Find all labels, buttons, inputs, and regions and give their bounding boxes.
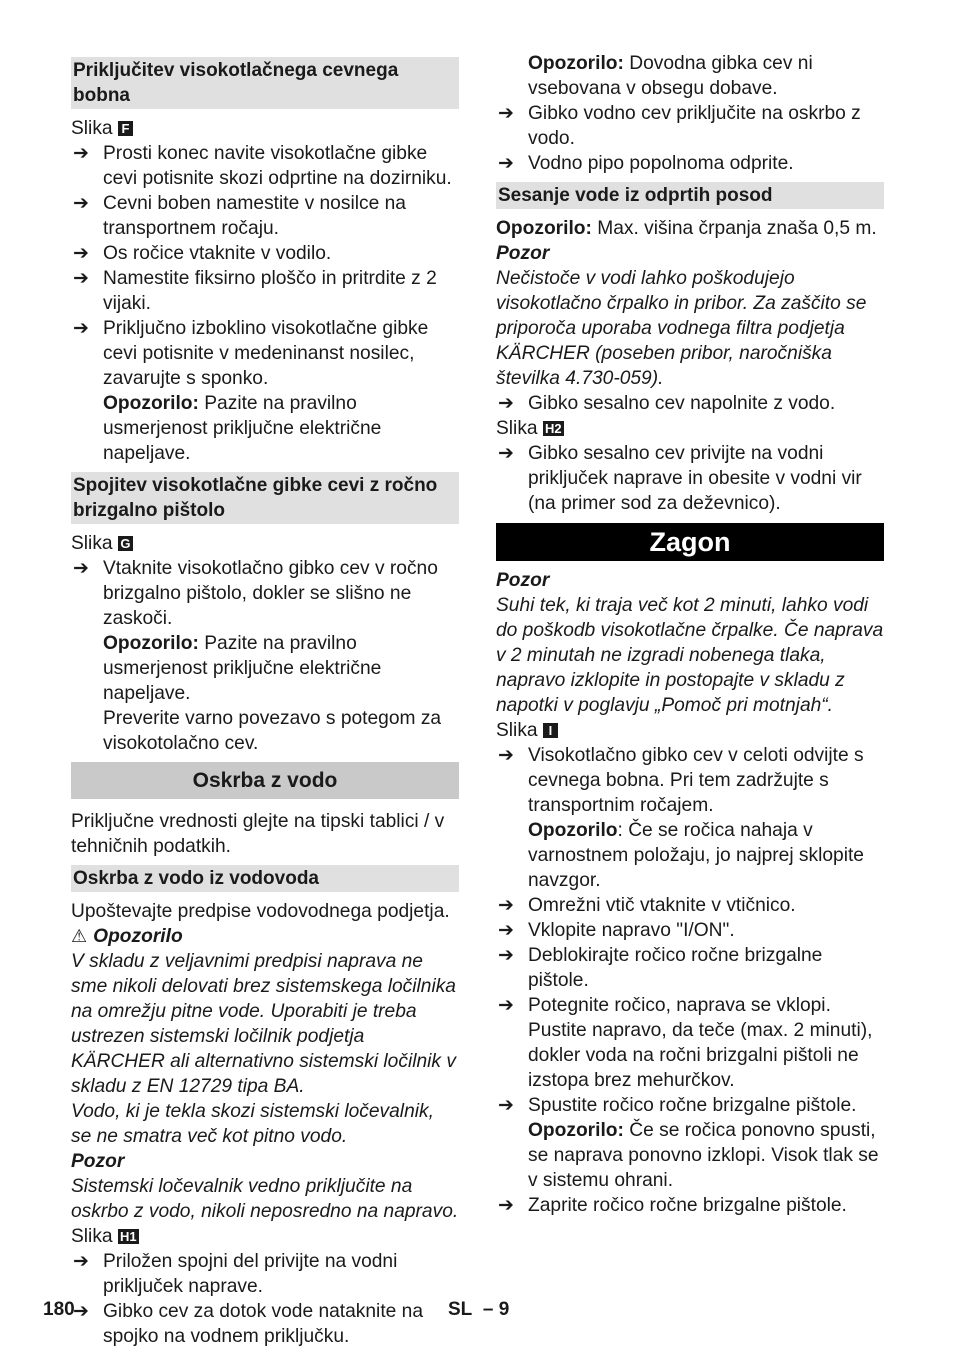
list-item: ➔ Priključno izboklino visokotlačne gibke cevi potisnite v medeninanst nosilec, zavarujte s sponko.	[73, 318, 429, 389]
note-extra: Preverite varno povezavo s potegom za visokotolačno cev.	[103, 708, 442, 754]
section-heading-suction: Sesanje vode iz odprtih posod	[496, 182, 884, 209]
instruction-list	[496, 743, 884, 1218]
arrow-icon: ➔	[73, 268, 89, 289]
list-item: ➔ Gibko sesalno cev napolnite z vodo.	[498, 393, 836, 414]
figure-ref: Slika H2	[496, 418, 562, 439]
paragraph: Upoštevajte predpise vodovodnega podjetja.	[71, 901, 450, 922]
caution-heading: Pozor	[71, 1151, 125, 1172]
arrow-icon: ➔	[498, 103, 514, 124]
list-item: ➔ Omrežni vtič vtaknite v vtičnico.	[498, 895, 796, 916]
list-item: ➔ Vtaknite visokotlačno gibko cev v ročno brizgalno pištolo, dokler se slišno ne zaskoči.	[73, 558, 438, 629]
section-heading-hose-reel: Priključitev visokotlačnega cevnega bobna	[71, 57, 459, 109]
instruction-list	[496, 391, 884, 416]
warning-icon: ⚠	[71, 926, 88, 946]
figure-ref: Slika G	[71, 531, 459, 556]
arrow-icon: ➔	[498, 895, 514, 916]
list-item: ➔ Namestite fiksirno ploščo in pritrdite z 2 vijaki.	[73, 268, 437, 314]
instruction-list	[496, 101, 884, 176]
caution-heading: Pozor	[496, 570, 550, 591]
instruction-list	[496, 441, 884, 516]
list-item: ➔ Cevni boben namestite v nosilce na transportnem ročaju.	[73, 193, 406, 239]
figure-label: F	[118, 121, 133, 136]
list-item: ➔ Gibko sesalno cev privijte na vodni priključek naprave in obesite v vodni vir (na primer sod za deževnico).	[498, 443, 862, 514]
caution-heading: Pozor	[496, 243, 550, 264]
warning-heading: ⚠ Opozorilo	[71, 926, 183, 947]
caution-text: Suhi tek, ki traja več kot 2 minuti, lahko vodi do poškodb visokotlačne črpalke. Če naprava v 2 minutah ne izgradi nobenega tlaka, napravo izklopite in postopajte v skladu z napotki v poglavju „Pomoč pri motnjah“.	[496, 595, 884, 716]
note: Opozorilo: Dovodna gibka cev ni vsebovana v obsegu dobave.	[528, 53, 813, 99]
arrow-icon: ➔	[73, 143, 89, 164]
list-item: ➔ Priložen spojni del privijte na vodni priključek naprave.	[73, 1251, 398, 1297]
instruction-list	[71, 141, 459, 391]
arrow-icon: ➔	[498, 153, 514, 174]
arrow-icon: ➔	[498, 443, 514, 464]
list-item: ➔ Visokotlačno gibko cev v celoti odvijte s cevnega bobna. Pri tem zadržujte s transportnim ročajem. Opozorilo: Če se ročica nahaja v varnostnem položaju, jo najprej sklopite navzgor.	[498, 745, 864, 891]
arrow-icon: ➔	[73, 1301, 89, 1322]
section-heading-mains-water: Oskrba z vodo iz vodovoda	[71, 865, 459, 892]
caution-text: Sistemski ločevalnik vedno priključite na oskrbo z vodo, nikoli neposredno na napravo.	[71, 1176, 459, 1222]
figure-ref: Slika F	[71, 116, 459, 141]
figure-label: H1	[119, 1229, 137, 1244]
list-item: ➔ Potegnite ročico, naprava se vklopi. Pustite napravo, da teče (max. 2 minuti), dokler voda na ročni brizgalni pištoli ne izstopa brez mehurčkov.	[498, 995, 873, 1091]
arrow-icon: ➔	[498, 745, 514, 766]
arrow-icon: ➔	[73, 193, 89, 214]
page-number: 180	[43, 1299, 75, 1320]
warning-text: V skladu z veljavnimi predpisi naprava ne sme nikoli delovati brez sistemskega ločilnika na omrežju pitne vode. Uporabiti je treba ustrezen sistemski ločilnik podjetja KÄRCHER ali alternativno sistemski ločilnik v skladu z EN 12729 tipa BA.	[71, 951, 456, 1097]
warning-text: Vodo, ki je tekla skozi sistemski ločevalnik, se ne smatra več kot pitno vodo.	[71, 1101, 434, 1147]
section-heading-water-supply: Oskrba z vodo	[71, 762, 459, 799]
arrow-icon: ➔	[498, 945, 514, 966]
arrow-icon: ➔	[73, 243, 89, 264]
list-item: ➔ Vodno pipo popolnoma odprite.	[498, 153, 794, 174]
instruction-list	[71, 556, 459, 631]
list-item: ➔ Prosti konec navite visokotlačne gibke cevi potisnite skozi odprtine na dozirniku.	[73, 143, 452, 189]
arrow-icon: ➔	[73, 1251, 89, 1272]
note: Opozorilo: Max. višina črpanja znaša 0,5 m.	[496, 218, 877, 239]
chapter-heading-startup: Zagon	[496, 523, 884, 561]
caution-text: Nečistoče v vodi lahko poškodujejo visokotlačno črpalko in pribor. Za zaščito se priporoča uporaba vodnega filtra podjetja KÄRCHER (poseben pribor, naročniška številka 4.730-059).	[496, 268, 867, 389]
figure-ref: Slika I	[496, 718, 884, 743]
list-item: ➔ Deblokirajte ročico ročne brizgalne pištole.	[498, 945, 823, 991]
paragraph: Priključne vrednosti glejte na tipski tablici / v tehničnih podatkih.	[71, 811, 445, 857]
arrow-icon: ➔	[498, 920, 514, 941]
list-item: ➔ Os ročice vtaknite v vodilo.	[73, 243, 332, 264]
footer-lang: SL – 9	[448, 1299, 510, 1320]
list-item: ➔ Gibko cev za dotok vode nataknite na spojko na vodnem priključku.	[73, 1301, 423, 1347]
list-item: ➔ Vklopite napravo "I/ON".	[498, 920, 735, 941]
arrow-icon: ➔	[73, 558, 89, 579]
section-heading-gun: Spojitev visokotlačne gibke cevi z ročno brizgalno pištolo	[71, 472, 459, 524]
note: Opozorilo: Pazite na pravilno usmerjenost priključne električne napeljave.	[103, 633, 382, 704]
list-item: ➔ Zaprite ročico ročne brizgalne pištole.	[498, 1195, 847, 1216]
note: Opozorilo: Pazite na pravilno usmerjenost priključne električne napeljave.	[103, 393, 382, 464]
left-column	[71, 51, 459, 1349]
figure-label: I	[543, 723, 558, 738]
arrow-icon: ➔	[498, 1095, 514, 1116]
figure-label: G	[118, 536, 133, 551]
arrow-icon: ➔	[498, 1195, 514, 1216]
arrow-icon: ➔	[498, 393, 514, 414]
list-item: ➔ Spustite ročico ročne brizgalne pištole. Opozorilo: Če se ročica ponovno spusti, se naprava ponovno izklopi. Visok tlak se v sistemu ohrani.	[498, 1095, 879, 1191]
arrow-icon: ➔	[498, 995, 514, 1016]
figure-label: H2	[544, 421, 562, 436]
figure-ref: Slika H1	[71, 1226, 137, 1247]
list-item: ➔ Gibko vodno cev priključite na oskrbo z vodo.	[498, 103, 861, 149]
instruction-list	[71, 1249, 459, 1349]
right-column	[496, 51, 884, 1218]
arrow-icon: ➔	[73, 318, 89, 339]
